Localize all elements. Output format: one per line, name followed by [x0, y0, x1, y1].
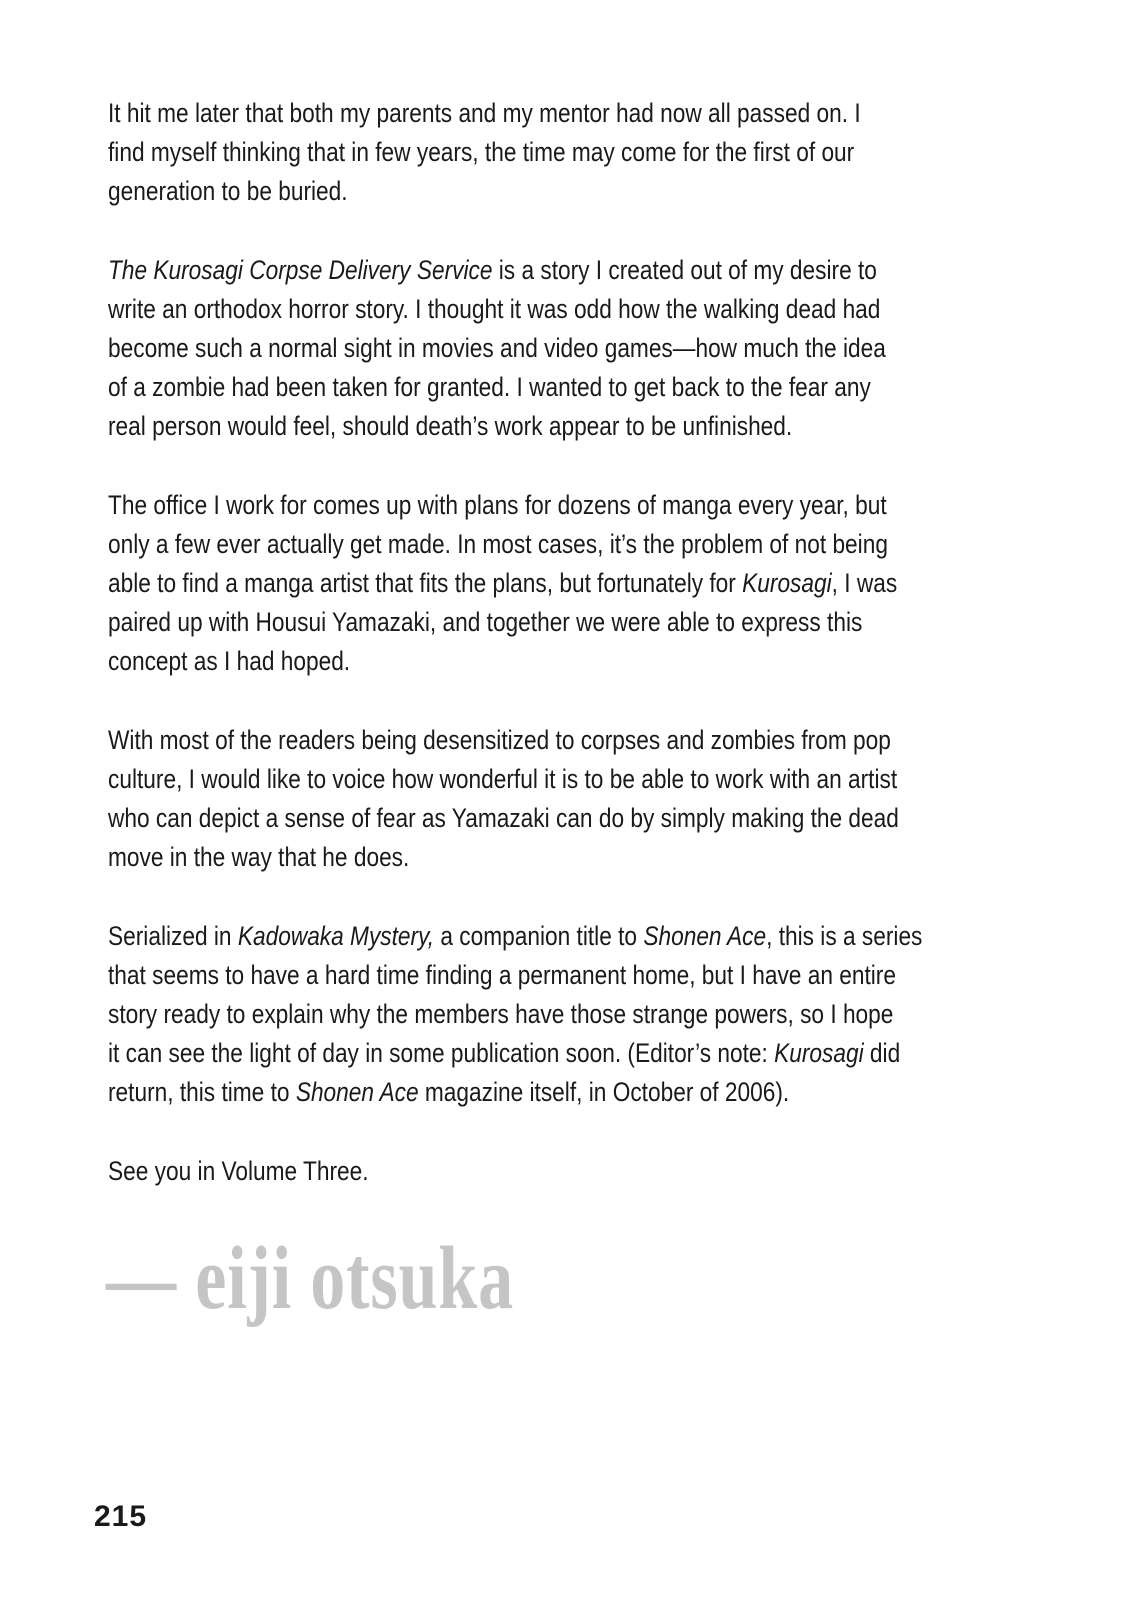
- text-line: [108, 642, 1116, 681]
- text-line: [108, 995, 1116, 1034]
- text-line: [108, 1152, 1116, 1191]
- text-segment: culture, I would like to voice how wonderful it is to be able to work with an artist: [108, 764, 898, 794]
- text-segment: See you in Volume Three.: [108, 1156, 369, 1186]
- author-signature: — eiji otsuka: [106, 1229, 514, 1328]
- text-line: [108, 486, 1116, 525]
- text-line: [108, 721, 1116, 760]
- italic-text-segment: Kadowaka Mystery,: [237, 921, 435, 951]
- text-segment: who can depict a sense of fear as Yamazaki can do by simply making the dead: [108, 803, 899, 833]
- text-segment: write an orthodox horror story. I thought it was odd how the walking dead had: [108, 294, 881, 324]
- text-line: [108, 956, 1116, 995]
- paragraph: [108, 1152, 1116, 1191]
- paragraph: [108, 486, 1116, 681]
- text-line: [108, 760, 1116, 799]
- text-segment: Serialized in: [108, 921, 238, 951]
- text-segment: become such a normal sight in movies and video games—how much the idea: [108, 333, 886, 363]
- paragraph: [108, 251, 1116, 446]
- text-line: [108, 564, 1116, 603]
- text-segment: With most of the readers being desensitized to corpses and zombies from pop: [108, 725, 891, 755]
- text-segment: return, this time to: [108, 1077, 296, 1107]
- article-body: [108, 94, 1116, 1191]
- text-line: [108, 603, 1116, 642]
- text-line: [108, 94, 1116, 133]
- text-segment: concept as I had hoped.: [108, 646, 351, 676]
- italic-text-segment: Kurosagi: [774, 1038, 864, 1068]
- text-line: [108, 251, 1116, 290]
- text-line: [108, 290, 1116, 329]
- page-number: 215: [94, 1500, 148, 1533]
- text-segment: able to find a manga artist that fits the plans, but fortunately for: [108, 568, 743, 598]
- text-segment: , this is a series: [766, 921, 923, 951]
- text-line: [108, 329, 1116, 368]
- italic-text-segment: Shonen Ace: [643, 921, 767, 951]
- text-segment: it can see the light of day in some publication soon. (Editor’s note:: [108, 1038, 775, 1068]
- text-segment: real person would feel, should death’s work appear to be unfinished.: [108, 411, 793, 441]
- text-line: [108, 917, 1116, 956]
- text-line: [108, 1073, 1116, 1112]
- text-segment: move in the way that he does.: [108, 842, 410, 872]
- text-line: [108, 172, 1116, 211]
- text-segment: of a zombie had been taken for granted. I wanted to get back to the fear any: [108, 372, 871, 402]
- text-segment: a companion title to: [434, 921, 644, 951]
- text-segment: paired up with Housui Yamazaki, and together we were able to express this: [108, 607, 863, 637]
- text-segment: It hit me later that both my parents and my mentor had now all passed on. I: [108, 98, 861, 128]
- text-segment: story ready to explain why the members have those strange powers, so I hope: [108, 999, 894, 1029]
- text-segment: generation to be buried.: [108, 176, 348, 206]
- text-segment: magazine itself, in October of 2006).: [418, 1077, 790, 1107]
- text-segment: did: [863, 1038, 901, 1068]
- text-segment: The office I work for comes up with plans for dozens of manga every year, but: [108, 490, 887, 520]
- text-line: [108, 368, 1116, 407]
- paragraph: [108, 721, 1116, 877]
- text-line: [108, 1034, 1116, 1073]
- text-segment: find myself thinking that in few years, the time may come for the first of our: [108, 137, 855, 167]
- text-segment: only a few ever actually get made. In most cases, it’s the problem of not being: [108, 529, 888, 559]
- paragraph: [108, 917, 1116, 1112]
- text-line: [108, 799, 1116, 838]
- text-line: [108, 838, 1116, 877]
- italic-text-segment: The Kurosagi Corpse Delivery Service: [108, 255, 493, 285]
- italic-text-segment: Kurosagi: [742, 568, 832, 598]
- text-segment: , I was: [831, 568, 898, 598]
- text-line: [108, 407, 1116, 446]
- italic-text-segment: Shonen Ace: [295, 1077, 419, 1107]
- paragraph: [108, 94, 1116, 211]
- text-segment: is a story I created out of my desire to: [492, 255, 877, 285]
- text-segment: that seems to have a hard time finding a permanent home, but I have an entire: [108, 960, 896, 990]
- text-line: [108, 525, 1116, 564]
- text-line: [108, 133, 1116, 172]
